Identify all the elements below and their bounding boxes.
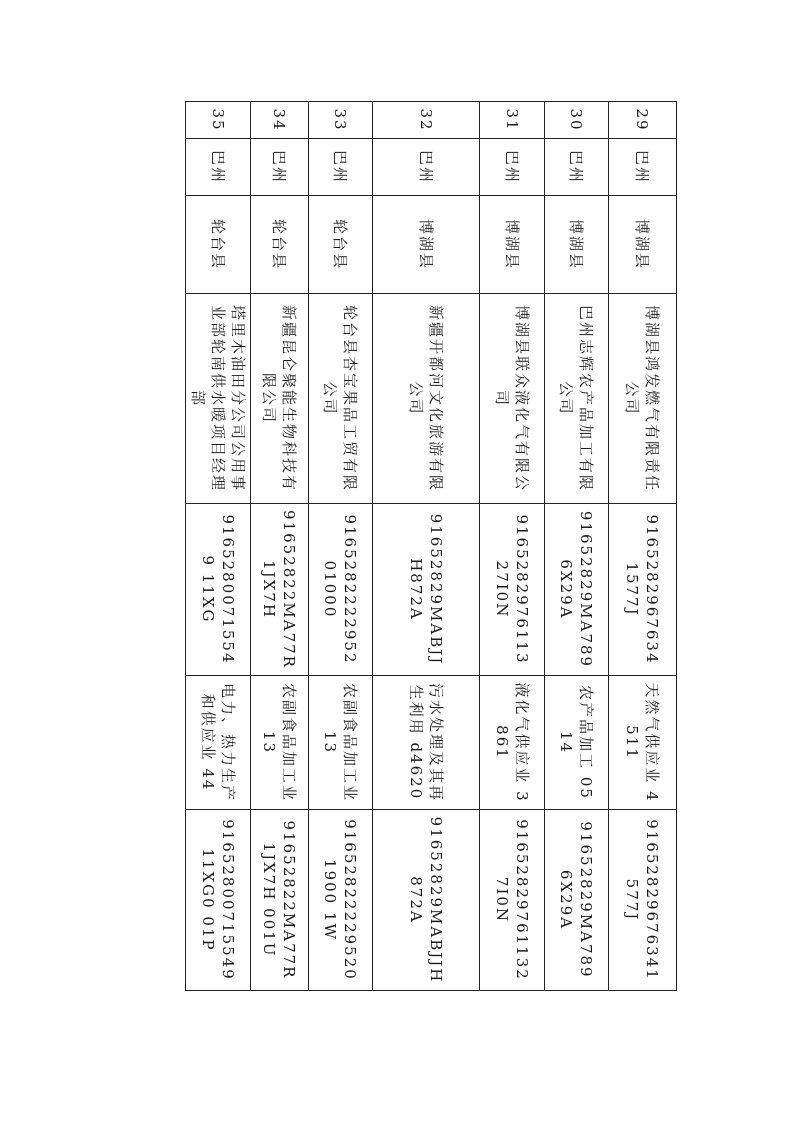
industry-cell: 农副食品加工业 13 — [251, 676, 309, 810]
row-number: 35 — [186, 102, 251, 139]
table-row — [186, 102, 251, 991]
credit-code-cell: 916528222295201000 — [309, 504, 373, 676]
table-row — [309, 102, 373, 991]
region-cell: 巴州 — [251, 139, 309, 196]
table-row — [373, 102, 480, 991]
industry-cell: 污水处理及其再生利用 d4620 — [373, 676, 480, 810]
credit-code-cell: 916528297611327I0N — [480, 504, 545, 676]
industry-cell: 电力、热力生产和供应业 44 — [186, 676, 251, 810]
company-cell: 新疆开都河文化旅游有限公司 — [373, 294, 480, 504]
rotated-table-wrapper — [191, 101, 677, 990]
company-cell: 巴州志辉农产品加工有限公司 — [545, 294, 609, 504]
credit-code-cell: 91652829MA7896X29A — [545, 504, 609, 676]
credit-code-cell: 91652829676341577J — [609, 504, 677, 676]
county-cell: 博湖县 — [545, 196, 609, 294]
row-number: 32 — [373, 102, 480, 139]
county-cell: 博湖县 — [480, 196, 545, 294]
region-cell: 巴州 — [186, 139, 251, 196]
company-cell: 博湖县联众液化气有限公司 — [480, 294, 545, 504]
table-row — [545, 102, 609, 991]
company-cell: 轮台县杏宝果品工贸有限公司 — [309, 294, 373, 504]
code2-cell: 91652829676341577J — [609, 810, 677, 991]
company-cell: 塔里木油田分公司公用事业部轮南供水暖项目经理部 — [186, 294, 251, 504]
region-cell: 巴州 — [609, 139, 677, 196]
credit-code-cell: 91652800715549 11XG — [186, 504, 251, 676]
code2-cell: 916528222295201900 1W — [309, 810, 373, 991]
region-cell: 巴州 — [480, 139, 545, 196]
code2-cell: 91652800715549 11XG0 01P — [186, 810, 251, 991]
region-cell: 巴州 — [373, 139, 480, 196]
credit-code-cell: 91652822MA77R1JX7H — [251, 504, 309, 676]
county-cell: 轮台县 — [251, 196, 309, 294]
table-row — [480, 102, 545, 991]
table-row — [251, 102, 309, 991]
code2-cell: 91652829MABJJH872A — [373, 810, 480, 991]
company-cell: 新疆昆仑聚能生物科技有限公司 — [251, 294, 309, 504]
table-row — [609, 102, 677, 991]
company-cell: 博湖县鸿发燃气有限责任公司 — [609, 294, 677, 504]
county-cell: 轮台县 — [309, 196, 373, 294]
row-number: 33 — [309, 102, 373, 139]
county-cell: 轮台县 — [186, 196, 251, 294]
row-number: 31 — [480, 102, 545, 139]
industry-cell: 天然气供应业 4511 — [609, 676, 677, 810]
county-cell: 博湖县 — [609, 196, 677, 294]
credit-code-cell: 91652829MABJJH872A — [373, 504, 480, 676]
row-number: 34 — [251, 102, 309, 139]
code2-cell: 91652822MA77R1JX7H 001U — [251, 810, 309, 991]
enterprise-table — [185, 101, 677, 991]
industry-cell: 农副食品加工业 13 — [309, 676, 373, 810]
code2-cell: 916528297611327I0N — [480, 810, 545, 991]
region-cell: 巴州 — [545, 139, 609, 196]
row-number: 29 — [609, 102, 677, 139]
code2-cell: 91652829MA7896X29A — [545, 810, 609, 991]
region-cell: 巴州 — [309, 139, 373, 196]
industry-cell: 农产品加工 0514 — [545, 676, 609, 810]
industry-cell: 液化气供应业 3861 — [480, 676, 545, 810]
county-cell: 博湖县 — [373, 196, 480, 294]
row-number: 30 — [545, 102, 609, 139]
